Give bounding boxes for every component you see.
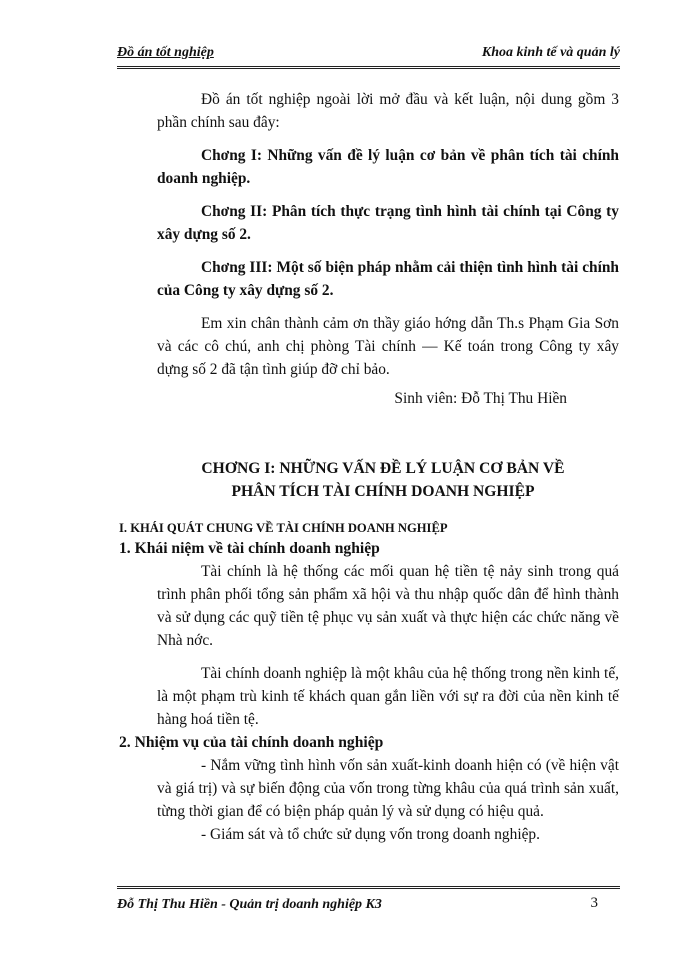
chapter-heading	[147, 457, 619, 503]
chapter-1-summary: Chơng I: Những vấn đề lý luận cơ bản về phân tích tài chính doanh nghiệp.	[157, 147, 619, 187]
subsection-2-paragraph-1: - Nắm vững tình hình vốn sản xuất-kinh doanh hiện có (về hiện vật và giá trị) và sự biến động của vốn trong từng khâu của quá trình sản xuất, từng thời gian để có biện pháp quản lý và sử dụng có hiệu quả.	[157, 757, 619, 820]
subsection-1-title: 1. Khái niệm về tài chính doanh nghiệp	[119, 540, 380, 557]
intro-paragraph: Đồ án tốt nghiệp ngoài lời mở đầu và kết luận, nội dung gồm 3 phần chính sau đây:	[157, 91, 619, 131]
chapter-3-summary: Chơng III: Một số biện pháp nhằm cải thiện tình hình tài chính của Công ty xây dựng số 2.	[157, 259, 619, 299]
page-number: 3	[590, 895, 598, 911]
subsection-2-title: 2. Nhiệm vụ của tài chính doanh nghiệp	[119, 734, 384, 751]
page-content	[119, 88, 619, 846]
subsection-1-paragraph-1: Tài chính là hệ thống các mối quan hệ tiền tệ nảy sinh trong quá trình phân phối tổng sản phẩm xã hội và thu nhập quốc dân để hình thành và sử dụng các quỹ tiền tệ phục vụ sản xuất và thực hiện các chức năng về Nhà nớc.	[157, 563, 619, 649]
chapter-2-summary: Chơng II: Phân tích thực trạng tình hình tài chính tại Công ty xây dựng số 2.	[157, 203, 619, 243]
thanks-paragraph: Em xin chân thành cảm ơn thầy giáo hớng dẫn Th.s Phạm Gia Sơn và các cô chú, anh chị phòng Tài chính — Kế toán trong Công ty xây dựng số 2 đã tận tình giúp đỡ chỉ bảo.	[157, 315, 619, 378]
chapter-heading-line2: PHÂN TÍCH TÀI CHÍNH DOANH NGHIỆP	[231, 483, 535, 500]
section-heading: I. KHÁI QUÁT CHUNG VỀ TÀI CHÍNH DOANH NGHIỆP	[119, 521, 448, 535]
subsection-2-paragraph-2: - Giám sát và tổ chức sử dụng vốn trong doanh nghiệp.	[201, 826, 540, 843]
signature: Sinh viên: Đỗ Thị Thu Hiền	[394, 390, 567, 407]
chapter-heading-line1: CHƠNG I: NHỮNG VẤN ĐỀ LÝ LUẬN CƠ BẢN VỀ	[201, 460, 565, 477]
header-right: Khoa kinh tế và quản lý	[481, 45, 620, 60]
page-footer	[117, 886, 620, 915]
footer-author: Đỗ Thị Thu Hiền - Quản trị doanh nghiệp K3	[117, 897, 382, 912]
subsection-1-paragraph-2: Tài chính doanh nghiệp là một khâu của hệ thống trong nền kinh tế, là một phạm trù kinh tế khách quan gắn liền với sự ra đời của nền kinh tế hàng hoá tiền tệ.	[157, 665, 619, 728]
header-left: Đồ án tốt nghiệp	[117, 45, 214, 60]
page-header	[117, 40, 620, 69]
